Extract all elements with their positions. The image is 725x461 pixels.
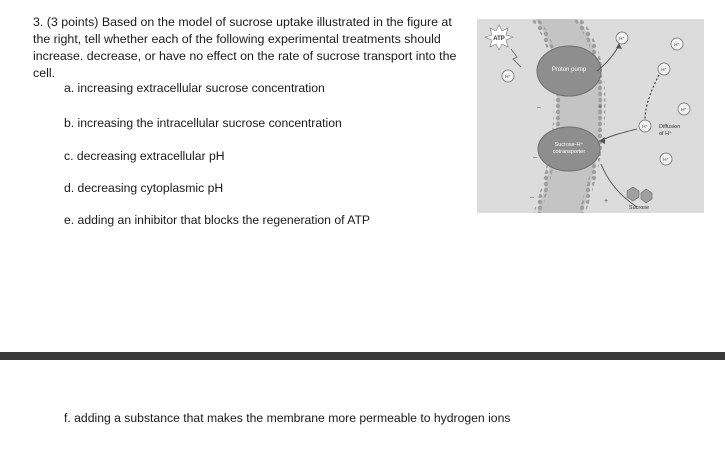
cotransporter-label-line2: cotransporter [552, 149, 586, 155]
treatment-e: e. adding an inhibitor that blocks the regeneration of ATP [64, 213, 371, 227]
diffusion-label-line1: Diffusion [659, 124, 681, 130]
h-ion-label: H⁺ [674, 42, 680, 47]
sucrose-uptake-figure [477, 19, 704, 213]
cotransporter-label-line1: Sucrose-H⁺ [554, 142, 584, 148]
h-ion [671, 38, 683, 50]
treatment-d: d. decreasing cytoplasmic pH [64, 181, 224, 195]
diffusion-label-line2: of H⁺ [659, 131, 672, 137]
h-ion [502, 70, 514, 82]
h-ion-label: H⁺ [619, 36, 625, 41]
page-divider [0, 352, 725, 360]
proton-pump-label: Proton pump [551, 67, 587, 73]
plus-sign: + [604, 198, 609, 205]
h-ion [616, 32, 628, 44]
minus-sign: – [537, 104, 541, 111]
minus-sign: – [533, 154, 537, 161]
h-ion [658, 63, 670, 75]
h-ion-label: H⁺ [642, 124, 648, 129]
h-ion [639, 120, 651, 132]
treatment-a: a. increasing extracellular sucrose concentration [64, 81, 325, 95]
treatment-c: c. decreasing extracellular pH [64, 149, 225, 163]
h-ion-label: H⁺ [663, 157, 669, 162]
h-ion [660, 153, 672, 165]
treatment-f: f. adding a substance that makes the membrane more permeable to hydrogen ions [64, 411, 511, 425]
h-ion-label: H⁺ [681, 107, 687, 112]
h-ion-label: H⁺ [661, 67, 667, 72]
sucrose-label: Sucrose [628, 205, 650, 211]
atp-label: ATP [493, 36, 505, 42]
plus-sign: + [598, 104, 603, 111]
h-ion [678, 103, 690, 115]
treatment-b: b. increasing the intracellular sucrose concentration [64, 116, 342, 130]
minus-sign: – [530, 194, 534, 201]
h-ion-label: H⁺ [505, 74, 511, 79]
question-text: 3. (3 points) Based on the model of sucrose uptake illustrated in the figure at the right, tell whether each of the following experimental treatments should increase. decrease, or have no effect on the rate of sucrose transport into the cell. [33, 15, 457, 80]
